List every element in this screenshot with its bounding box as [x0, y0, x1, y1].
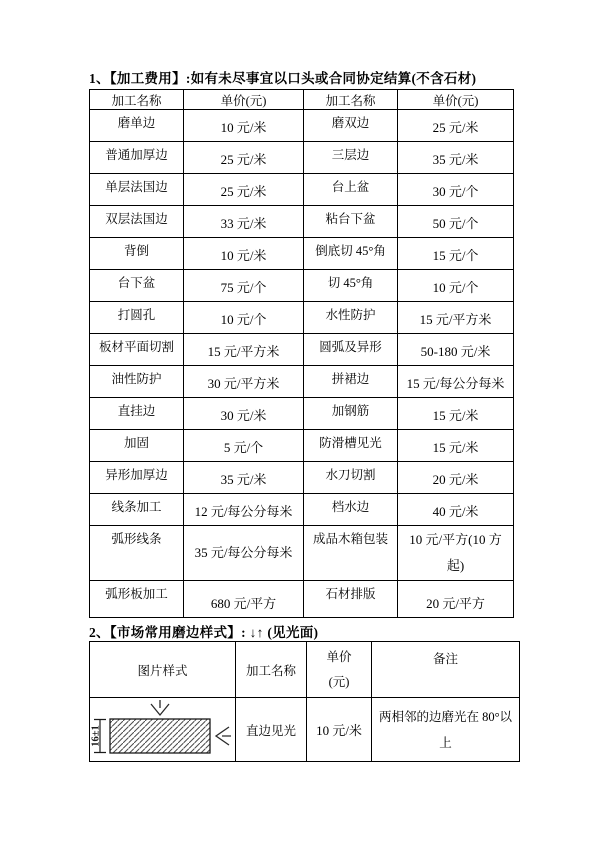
table-row: [90, 430, 514, 462]
dimension-marker: [90, 719, 106, 752]
price-cell: 33 元/米: [184, 206, 304, 238]
table-row: [90, 398, 514, 430]
price-cell: 10 元/平方(10 方起): [398, 526, 514, 581]
item-name-cell: 防滑槽见光: [304, 430, 398, 462]
column-header-note: 备注: [372, 642, 520, 698]
item-name-cell: 三层边: [304, 142, 398, 174]
price-cell: 25 元/米: [184, 142, 304, 174]
price-cell: 15 元/米: [398, 398, 514, 430]
item-name-cell: 异形加厚边: [90, 462, 184, 494]
item-name-cell: 圆弧及异形: [304, 334, 398, 366]
item-name-cell: 拼裙边: [304, 366, 398, 398]
table-row: [90, 334, 514, 366]
item-name-cell: 普通加厚边: [90, 142, 184, 174]
price-cell: 50-180 元/米: [398, 334, 514, 366]
item-name-cell: 双层法国边: [90, 206, 184, 238]
price-cell: 75 元/个: [184, 270, 304, 302]
table-header-row: [90, 90, 514, 110]
price-cell: 10 元/个: [184, 302, 304, 334]
item-name-cell: 加固: [90, 430, 184, 462]
column-header: 单价(元): [184, 90, 304, 110]
item-name-cell: 打圆孔: [90, 302, 184, 334]
column-header-price: [307, 642, 372, 698]
price-cell: 30 元/个: [398, 174, 514, 206]
item-name-cell: 成品木箱包装: [304, 526, 398, 581]
item-name-cell: 线条加工: [90, 494, 184, 526]
table-row: [90, 366, 514, 398]
price-cell: 15 元/平方米: [398, 302, 514, 334]
price-cell: 20 元/平方: [398, 581, 514, 618]
dimension-label: 16±1: [90, 724, 102, 747]
table-row: [90, 581, 514, 618]
down-arrow-icon: [151, 700, 169, 715]
price-cell: 30 元/米: [184, 398, 304, 430]
price-cell: 680 元/平方: [184, 581, 304, 618]
column-header-price-line1: 单价: [326, 649, 352, 664]
table-row: [90, 110, 514, 142]
column-header: 单价(元): [398, 90, 514, 110]
price-cell: 50 元/个: [398, 206, 514, 238]
price-cell: 5 元/个: [184, 430, 304, 462]
table-row: [90, 494, 514, 526]
price-cell: 12 元/每公分每米: [184, 494, 304, 526]
price-cell: 25 元/米: [398, 110, 514, 142]
price-cell: 35 元/每公分每米: [184, 526, 304, 581]
item-name-cell: 板材平面切割: [90, 334, 184, 366]
item-name-cell: 石材排版: [304, 581, 398, 618]
section1-title: 1、【加工费用】:如有未尽事宜以口头或合同协定结算(不含石材): [89, 71, 477, 86]
processing-fee-table: [89, 89, 514, 618]
column-header-name: 加工名称: [236, 642, 307, 698]
table-row: [90, 526, 514, 581]
table-row: [90, 302, 514, 334]
table-row: [90, 174, 514, 206]
price-cell: 10 元/个: [398, 270, 514, 302]
price-cell: 40 元/米: [398, 494, 514, 526]
price-cell: 15 元/每公分每米: [398, 366, 514, 398]
item-name-cell: 直边见光: [236, 698, 307, 762]
note-cell: 两相邻的边磨光在 80°以上: [372, 698, 520, 762]
item-name-cell: 粘台下盆: [304, 206, 398, 238]
column-header-price-line2: (元): [328, 674, 350, 689]
price-cell: 35 元/米: [398, 142, 514, 174]
item-name-cell: 直挂边: [90, 398, 184, 430]
price-cell: 20 元/米: [398, 462, 514, 494]
table-row: [90, 206, 514, 238]
table-row: [90, 238, 514, 270]
price-cell: 25 元/米: [184, 174, 304, 206]
item-name-cell: 单层法国边: [90, 174, 184, 206]
price-cell: 15 元/平方米: [184, 334, 304, 366]
section2-title: 2、【市场常用磨边样式】: ↓↑ (见光面): [89, 625, 319, 640]
item-name-cell: 磨单边: [90, 110, 184, 142]
price-cell: 15 元/米: [398, 430, 514, 462]
price-cell: 10 元/米: [184, 110, 304, 142]
price-cell: 30 元/平方米: [184, 366, 304, 398]
table-row: [90, 270, 514, 302]
item-name-cell: 背倒: [90, 238, 184, 270]
table-header-row: [90, 642, 520, 698]
item-name-cell: 磨双边: [304, 110, 398, 142]
price-cell: 10 元/米: [184, 238, 304, 270]
table-row: [90, 698, 520, 762]
stone-slab-hatched-rect: [110, 719, 210, 753]
price-cell: 15 元/个: [398, 238, 514, 270]
item-name-cell: 加钢筋: [304, 398, 398, 430]
item-name-cell: 倒底切 45°角: [304, 238, 398, 270]
item-name-cell: 台下盆: [90, 270, 184, 302]
table-row: [90, 462, 514, 494]
item-name-cell: 油性防护: [90, 366, 184, 398]
left-arrow-icon: [216, 727, 231, 745]
edge-style-image-cell: [90, 698, 236, 762]
item-name-cell: 弧形板加工: [90, 581, 184, 618]
item-name-cell: 切 45°角: [304, 270, 398, 302]
item-name-cell: 弧形线条: [90, 526, 184, 581]
column-header-image: 图片样式: [90, 642, 236, 698]
column-header: 加工名称: [90, 90, 184, 110]
edge-style-diagram: [90, 699, 234, 761]
table-row: [90, 142, 514, 174]
item-name-cell: 台上盆: [304, 174, 398, 206]
price-cell: 35 元/米: [184, 462, 304, 494]
price-cell: 10 元/米: [307, 698, 372, 762]
item-name-cell: 档水边: [304, 494, 398, 526]
item-name-cell: 水刀切割: [304, 462, 398, 494]
column-header: 加工名称: [304, 90, 398, 110]
item-name-cell: 水性防护: [304, 302, 398, 334]
edge-style-table: [89, 641, 520, 762]
